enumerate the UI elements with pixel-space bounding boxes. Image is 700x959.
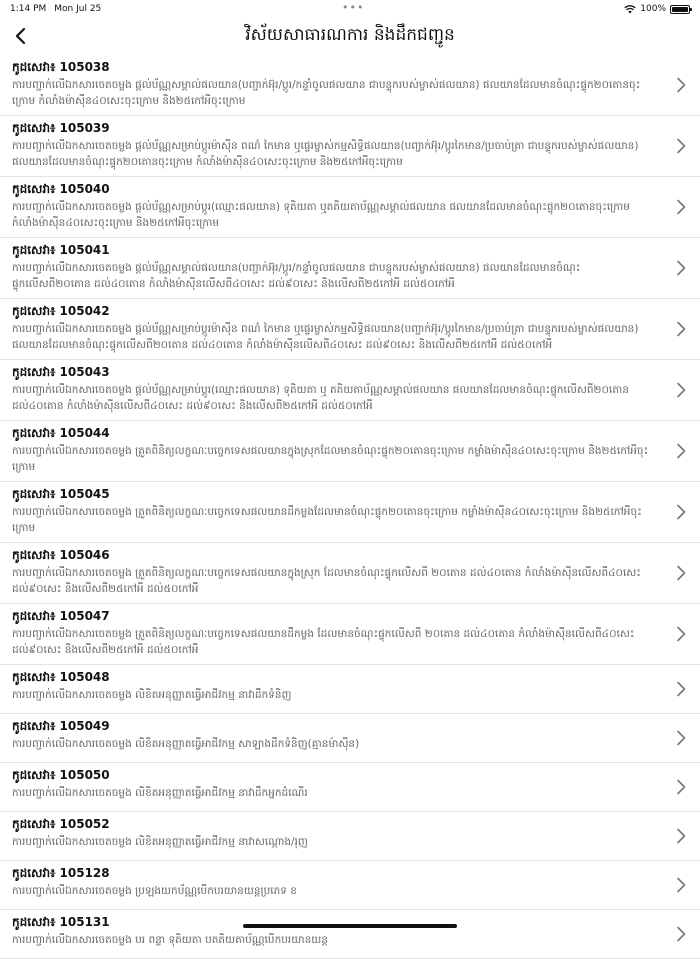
chevron-right-icon	[676, 730, 686, 746]
service-code: កូដសេវា៖ 105040	[12, 182, 110, 196]
chevron-right-icon	[676, 199, 686, 215]
list-item[interactable]	[0, 714, 700, 763]
service-description: ការបញ្ជាក់លើឯកសារចេតចម្លង ផ្តល់ប័ណ្ណសម្រាប់ប្តូរម៉ាស៊ីន ពណ៌ កៃមាន ឬផ្ទេរម្ចាស់កម្មសិទ្ធិផលយាន(បញ្ជាក់អ៊ុរ/ប្តូរកៃមាន/ប្រចាប់ត្រា ជាបន្ទុករបស់ម្ចាស់ផលយាន) ផលយានដែលមានចំណុះផ្ទុក២០តោនចុះក្រោម កំលាំងម៉ាស៊ីន៤០សេះចុះក្រោម និង២៥កៅអីចុះក្រោម	[12, 140, 639, 168]
list-item[interactable]	[0, 421, 700, 482]
list-item[interactable]	[0, 812, 700, 861]
list-item[interactable]	[0, 177, 700, 238]
multitasking-dots[interactable]: •••	[342, 1, 365, 14]
service-description: ការបញ្ជាក់លើឯកសារចេតចម្លង ផ្តល់ប័ណ្ណសម្គាល់ផលយាន(បញ្ជាក់អ៊ុរ/ប្តូរ/កន្ទាំចូលផលយាន ជាបន្ទុករបស់ម្ចាស់ផលយាន) ផលយានដែលមានចំណុះផ្ទុកលើសពី២០តោន ដល់៤០តោន កំលាំងម៉ាស៊ីនលើសពី៤០សេះ ដល់៩០សេះ និងលើសពី២៥កៅអី ដល់៥០កៅអី	[12, 262, 581, 290]
status-date: Mon Jul 25	[54, 4, 102, 14]
service-list	[0, 55, 700, 959]
service-code: កូដសេវា៖ 105128	[12, 866, 110, 880]
battery-level	[672, 7, 688, 12]
service-description: ការបញ្ជាក់លើឯកសារចេតចម្លង ផ្តល់ប័ណ្ណសម្រាប់ប្តូរម៉ាស៊ីន ពណ៌ កៃមាន ឬផ្ទេរម្ចាស់កម្មសិទ្ធិផលយាន(បញ្ជាក់អ៊ុរ/ប្តូរកៃមាន/ប្រចាប់ត្រា ជាបន្ទុករបស់ម្ចាស់ផលយាន) ផលយានដែលមានចំណុះផ្ទុកលើសពី២០តោន ដល់៤០តោន កំលាំងម៉ាស៊ីនលើសពី៤០សេះ ដល់៩០សេះ និងលើសពី២៥កៅអី ដល់៥០កៅអី	[12, 323, 639, 351]
status-right	[624, 4, 690, 14]
service-code: កូដសេវា៖ 105045	[12, 487, 110, 501]
wifi-icon	[624, 5, 636, 14]
service-description: ការបញ្ជាក់លើឯកសារចេតចម្លង លិខិតអនុញ្ញាតធ្វើអាជីវកម្ម នាវាដឹកទំនិញ	[12, 689, 292, 701]
chevron-right-icon	[676, 926, 686, 942]
chevron-right-icon	[676, 321, 686, 337]
chevron-right-icon	[676, 681, 686, 697]
service-description: ការបញ្ជាក់លើឯកសារចេតចម្លង ផ្តល់ប័ណ្ណសម្រាប់ប្តូរ(ឈ្មោះផលយាន) ទុតិយតា ឬ តតិយតាប័ណ្ណសម្គាល់ផលយាន ផលយានដែលមានចំណុះផ្ទុកលើសពី២០តោន ដល់៤០តោន កំលាំងម៉ាស៊ីនលើសពី៤០សេះ ដល់៩០សេះ និងលើសពី២៥កៅអី ដល់៥០កៅអី	[12, 384, 629, 412]
service-code: កូដសេវា៖ 105049	[12, 719, 110, 733]
service-description: ការបញ្ជាក់លើឯកសារចេតចម្លង លិខិតអនុញ្ញាតធ្វើអាជីវកម្ម សាឡាងដឹកទំនិញ(គ្មានម៉ាស៊ីន)	[12, 738, 360, 750]
chevron-right-icon	[676, 504, 686, 520]
service-code: កូដសេវា៖ 105048	[12, 670, 110, 684]
chevron-right-icon	[676, 565, 686, 581]
list-item[interactable]	[0, 665, 700, 714]
service-code: កូដសេវា៖ 105131	[12, 915, 110, 929]
list-item[interactable]	[0, 238, 700, 299]
service-code: កូដសេវា៖ 105052	[12, 817, 110, 831]
list-item[interactable]	[0, 861, 700, 910]
service-code: កូដសេវា៖ 105046	[12, 548, 110, 562]
chevron-right-icon	[676, 77, 686, 93]
service-description: ការបញ្ជាក់លើឯកសារចេតចម្លង លិខិតអនុញ្ញាតធ្វើអាជីវកម្ម នាវាសណ្តោង/រុញ	[12, 836, 308, 848]
service-code: កូដសេវា៖ 105050	[12, 768, 110, 782]
chevron-right-icon	[676, 382, 686, 398]
list-item[interactable]	[0, 543, 700, 604]
home-indicator[interactable]	[243, 924, 457, 928]
list-item[interactable]	[0, 910, 700, 959]
chevron-right-icon	[676, 828, 686, 844]
list-item[interactable]	[0, 116, 700, 177]
service-code: កូដសេវា៖ 105041	[12, 243, 110, 257]
service-description: ការបញ្ជាក់លើឯកសារចេតចម្លង ប្រឡងយកប័ណ្ណបើកបរយានយន្តប្រភេទ ខ	[12, 885, 297, 897]
service-description: ការបញ្ជាក់លើឯកសារចេតចម្លង ផ្តល់ប័ណ្ណសម្រាប់ប្តូរ(ឈ្មោះផលយាន) ទុតិយតា ឬតតិយតាប័ណ្ណសម្គាល់ផលយាន ផលយានដែលមានចំណុះផ្ទុក២០តោនចុះក្រោម កំលាំងម៉ាស៊ីន៤០សេះចុះក្រោម និង២៥កៅអីចុះក្រោម	[12, 201, 630, 229]
page-title: វិស័យសាធារណការ និងដឹកជញ្ជូន	[245, 24, 455, 45]
chevron-right-icon	[676, 779, 686, 795]
navigation-bar	[0, 18, 700, 54]
service-description: ការបញ្ជាក់លើឯកសារចេតចម្លង ត្រួតពិនិត្យលក្ខណៈបច្ចេកទេសផលយានក្នុងស្រុកដែលមានចំណុះផ្ទុក២០តោនចុះក្រោម កម្លាំងម៉ាស៊ីន៤០សេះចុះក្រោម និង២៥កៅអីចុះក្រោម	[12, 445, 649, 473]
service-description: ការបញ្ជាក់លើឯកសារចេតចម្លង ត្រួតពិនិត្យលក្ខណៈបច្ចេកទេសផលយានក្នុងស្រុក ដែលមានចំណុះផ្ទុកលើសពី ២០តោន ដល់៤០តោន កំលាំងម៉ាស៊ីនលើសពី៤០សេះ ដល់៩០សេះ និងលើសពី២៥កៅអី ដល់៥០កៅអី	[12, 567, 641, 595]
service-code: កូដសេវា៖ 105044	[12, 426, 110, 440]
chevron-right-icon	[676, 138, 686, 154]
service-description: ការបញ្ជាក់លើឯកសារចេតចម្លង ត្រួតពិនិត្យលក្ខណៈបច្ចេកទេសផលយានដឹកម្លង ដែលមានចំណុះផ្ទុកលើសពី ២០តោន ដល់៤០តោន កំលាំងម៉ាស៊ីនលើសពី៤០សេះ ដល់៩០សេះ និងលើសពី២៥កៅអី ដល់៥០កៅអី	[12, 628, 635, 656]
service-description: ការបញ្ជាក់លើឯកសារចេតចម្លង បរ ពន្លា ទុតិយតា បតតិយតាប័ណ្ណបើកបរយានយន្ត	[12, 934, 328, 946]
back-button[interactable]	[6, 22, 34, 50]
list-item[interactable]	[0, 55, 700, 116]
list-item[interactable]	[0, 299, 700, 360]
service-description: ការបញ្ជាក់លើឯកសារចេតចម្លង ត្រួតពិនិត្យលក្ខណៈបច្ចេកទេសផលយានដឹកម្លងដែលមានចំណុះផ្ទុក២០តោនចុះក្រោម កម្លាំងម៉ាស៊ីន៤០សេះចុះក្រោម និង២៥កៅអីចុះក្រោម	[12, 506, 642, 534]
list-item[interactable]	[0, 763, 700, 812]
service-code: កូដសេវា៖ 105038	[12, 60, 110, 74]
status-bar	[0, 0, 700, 18]
service-code: កូដសេវា៖ 105042	[12, 304, 110, 318]
chevron-right-icon	[676, 626, 686, 642]
battery-icon	[670, 5, 690, 14]
battery-percent: 100%	[640, 4, 666, 14]
status-left	[10, 4, 101, 14]
service-code: កូដសេវា៖ 105039	[12, 121, 110, 135]
chevron-right-icon	[676, 877, 686, 893]
chevron-right-icon	[676, 260, 686, 276]
service-description: ការបញ្ជាក់លើឯកសារចេតចម្លង លិខិតអនុញ្ញាតធ្វើអាជីវកម្ម នាវាដឹកអ្នកដំណើរ	[12, 787, 308, 799]
chevron-right-icon	[676, 443, 686, 459]
chevron-left-icon	[14, 27, 26, 45]
service-code: កូដសេវា៖ 105043	[12, 365, 110, 379]
list-item[interactable]	[0, 604, 700, 665]
status-time: 1:14 PM	[10, 4, 47, 14]
list-item[interactable]	[0, 482, 700, 543]
service-description: ការបញ្ជាក់លើឯកសារចេតចម្លង ផ្តល់ប័ណ្ណសម្គាល់ផលយាន(បញ្ជាក់អ៊ុរ/ប្ដូរ/កន្ទាំចូលផលយាន ជាបន្ទុករបស់ម្ចាស់ផលយាន) ផលយានដែលមានចំណុះផ្ទុក២០តោនចុះក្រោម កំលាំងម៉ាស៊ីន៤០សេះចុះក្រោម និង២៥កៅអីចុះក្រោម	[12, 79, 641, 107]
service-code: កូដសេវា៖ 105047	[12, 609, 110, 623]
list-item[interactable]	[0, 360, 700, 421]
